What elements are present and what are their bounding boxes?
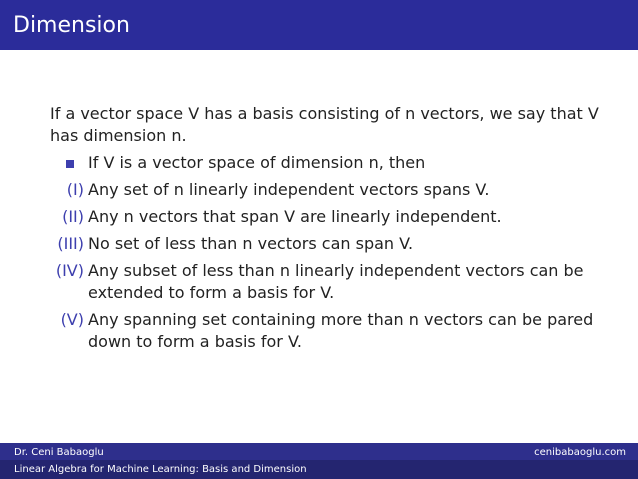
footer-bottom-bar (0, 460, 638, 479)
slide-title: Dimension (13, 13, 130, 38)
title-bar (0, 0, 638, 50)
enum-item-1 (50, 179, 610, 201)
enum-label: (II) (62, 207, 84, 226)
enum-item-5 (50, 309, 610, 353)
enum-item-2 (50, 206, 610, 228)
footer-author: Dr. Ceni Babaoglu (14, 447, 104, 458)
enum-label: (V) (60, 310, 84, 329)
enum-text: Any spanning set containing more than n vectors can be pared down to form a basis for V. (88, 310, 594, 351)
enum-text: Any subset of less than n linearly independent vectors can be extended to form a basis for V. (88, 261, 584, 302)
slide-content (50, 103, 610, 358)
square-bullet-icon (66, 160, 74, 168)
bullet-item (50, 152, 610, 174)
enum-item-4 (50, 260, 610, 304)
enum-label: (I) (66, 180, 84, 199)
enum-text: Any set of n linearly independent vectors spans V. (88, 180, 490, 199)
bullet-text: If V is a vector space of dimension n, then (88, 153, 426, 172)
enum-item-3 (50, 233, 610, 255)
enum-text: Any n vectors that span V are linearly independent. (88, 207, 502, 226)
enum-label: (IV) (55, 261, 84, 280)
footer-website: cenibabaoglu.com (534, 447, 626, 458)
enum-label: (III) (57, 234, 84, 253)
footer-top-bar (0, 443, 638, 460)
enum-text: No set of less than n vectors can span V. (88, 234, 414, 253)
intro-paragraph: If a vector space V has a basis consisting of n vectors, we say that V has dimension n. (50, 104, 599, 145)
footer-course-title: Linear Algebra for Machine Learning: Basis and Dimension (14, 464, 307, 475)
